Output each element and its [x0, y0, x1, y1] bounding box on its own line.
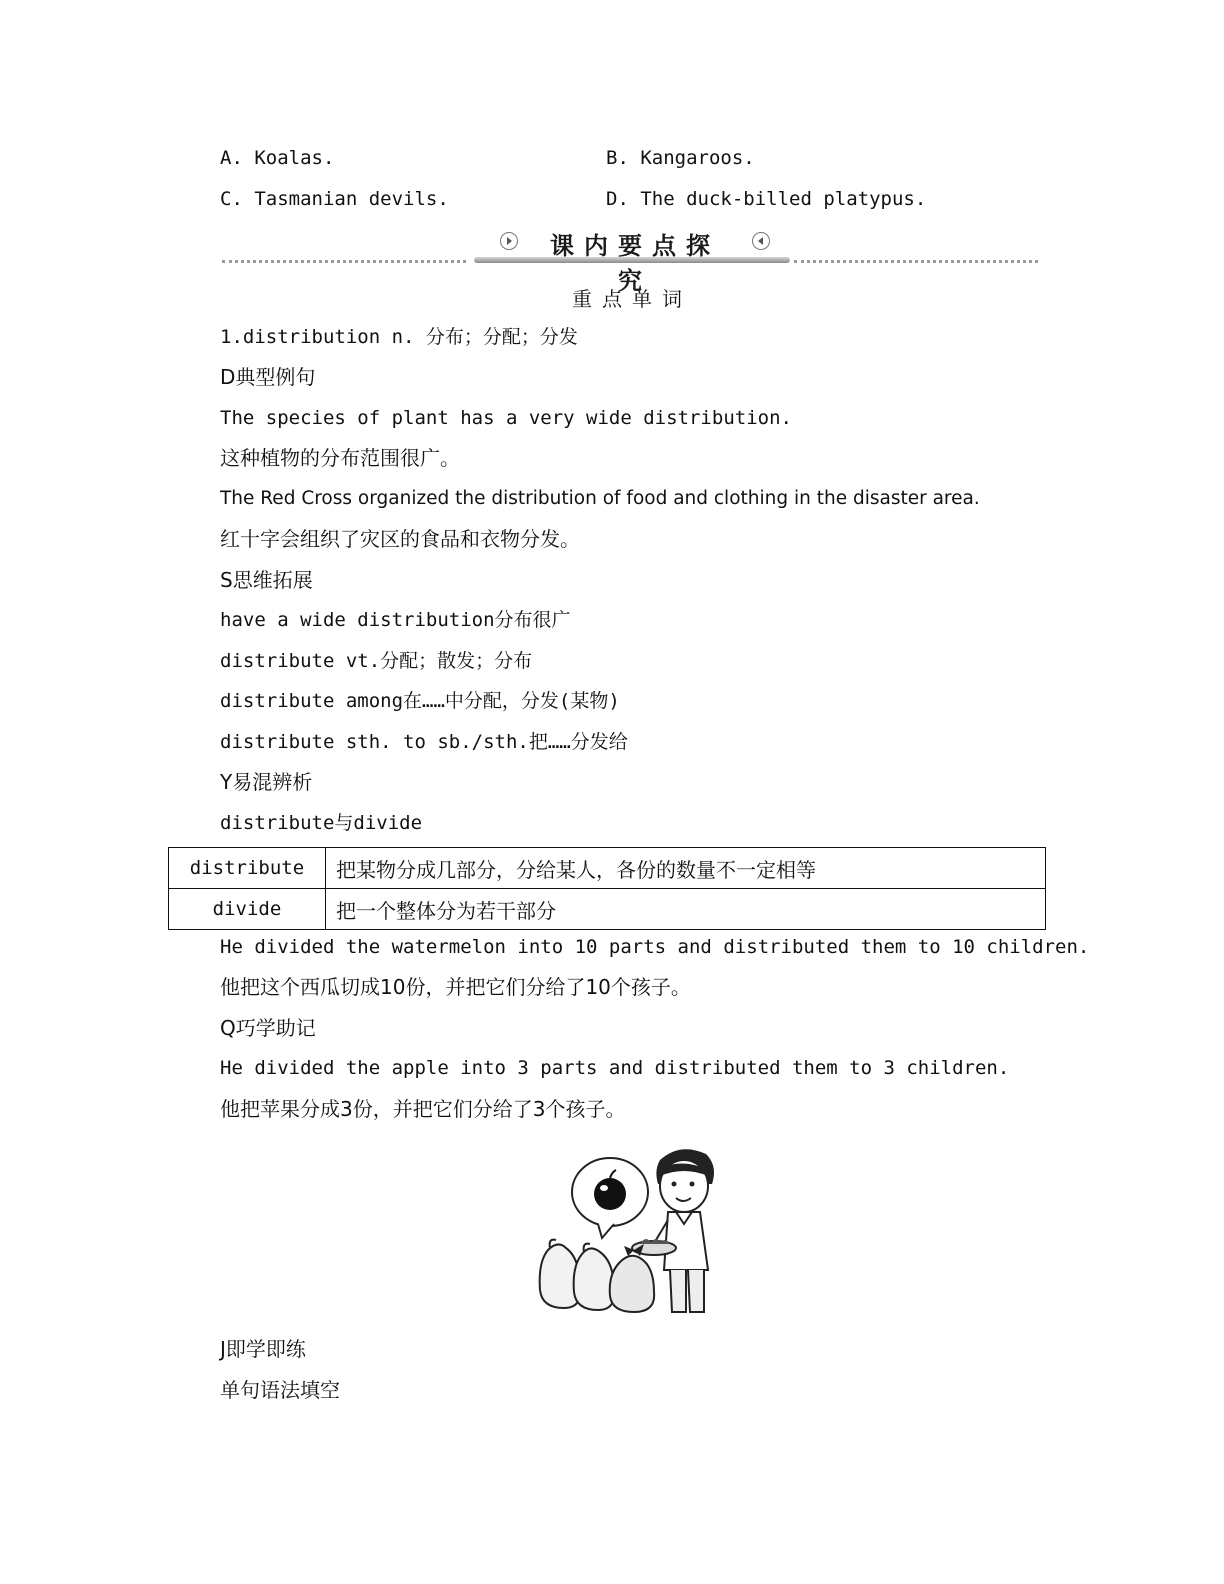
expansion-label: S思维拓展: [220, 568, 313, 592]
table-term: distribute: [169, 848, 326, 889]
banner-title: 课内要点探究: [550, 232, 720, 295]
example-2-english: The Red Cross organized the distribution of food and clothing in the disaster area.: [220, 488, 980, 509]
option-c: C. Tasmanian devils.: [220, 188, 449, 210]
example-1-english: The species of plant has a very wide distribution.: [220, 407, 792, 429]
memory-tip-chinese: 他把苹果分成3份，并把它们分给了3个孩子。: [220, 1097, 626, 1121]
table-row: [169, 889, 1046, 930]
option-a: A. Koalas.: [220, 147, 335, 169]
example-2-chinese: 红十字会组织了灾区的食品和衣物分发。: [220, 527, 580, 551]
expansion-item-1: have a wide distribution分布很广: [220, 609, 571, 631]
section-banner: [222, 226, 1038, 295]
table-meaning: 把某物分成几部分，分给某人，各份的数量不一定相等: [326, 848, 1046, 889]
confusion-label: Y易混辨析: [220, 770, 313, 794]
option-d: D. The duck-billed platypus.: [606, 188, 927, 210]
section-heading: 重点单词: [572, 287, 692, 311]
table-example-chinese: 他把这个西瓜切成10份，并把它们分给了10个孩子。: [220, 975, 691, 999]
small-creatures-icon: [540, 1240, 655, 1312]
memory-tip-english: He divided the apple into 3 parts and distributed them to 3 children.: [220, 1057, 1010, 1079]
confusion-title: distribute与divide: [220, 812, 423, 834]
boy-figure-icon: [650, 1149, 714, 1312]
banner-dotted-rule-left: [222, 260, 466, 263]
typical-examples-label: D典型例句: [220, 365, 316, 389]
play-left-icon: [752, 232, 770, 250]
speech-bubble-icon: [572, 1158, 648, 1238]
table-row: [169, 848, 1046, 889]
practice-title: 单句语法填空: [220, 1378, 340, 1402]
table-example-english: He divided the watermelon into 10 parts and distributed them to 10 children.: [220, 936, 1090, 958]
expansion-item-4: distribute sth. to sb./sth.把……分发给: [220, 731, 628, 753]
example-1-chinese: 这种植物的分布范围很广。: [220, 446, 460, 470]
option-b: B. Kangaroos.: [606, 147, 755, 169]
expansion-item-2: distribute vt.分配；散发；分布: [220, 650, 533, 672]
word-entry: 1.distribution n. 分布；分配；分发: [220, 326, 578, 348]
table-term: divide: [169, 889, 326, 930]
illustration-boy-sharing-apple: [528, 1140, 724, 1316]
memory-tip-label: Q巧学助记: [220, 1016, 316, 1040]
play-right-icon: [500, 232, 518, 250]
practice-label: J即学即练: [220, 1337, 306, 1361]
expansion-item-3: distribute among在……中分配，分发(某物): [220, 690, 620, 712]
comparison-table: [168, 847, 1046, 930]
banner-dotted-rule-right: [794, 260, 1038, 263]
table-meaning: 把一个整体分为若干部分: [326, 889, 1046, 930]
